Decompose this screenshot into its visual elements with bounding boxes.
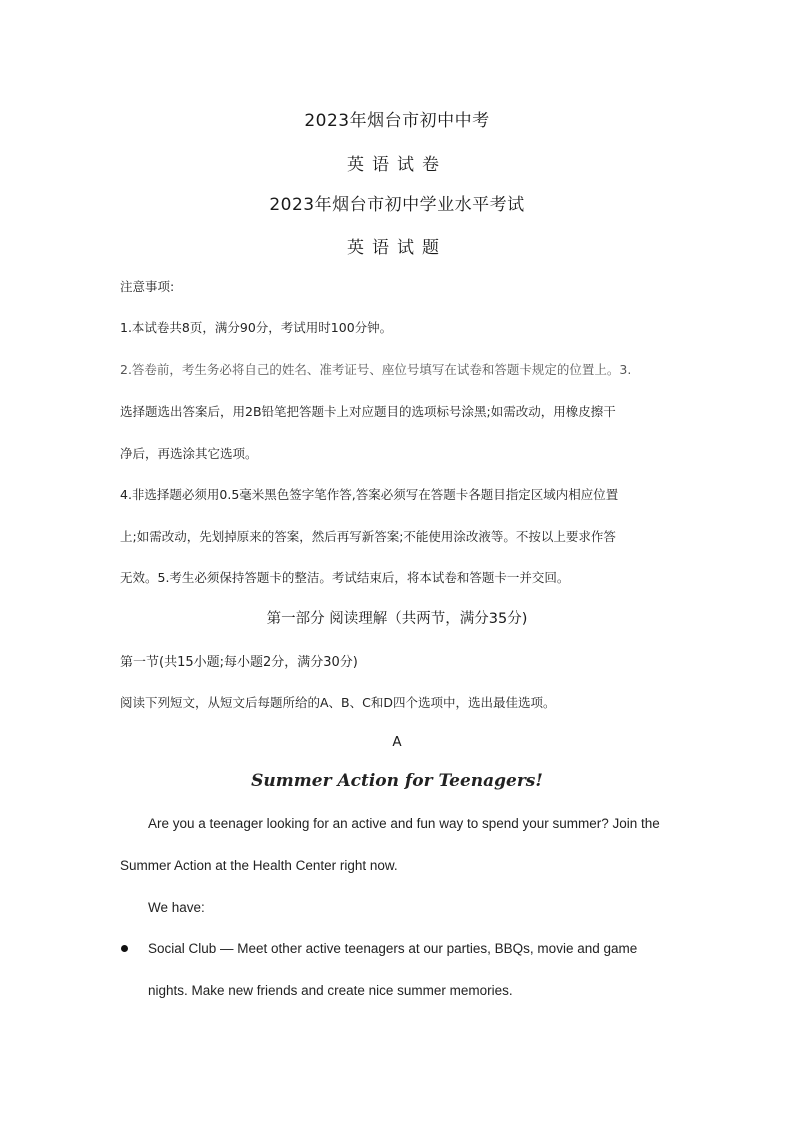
part-heading: 第一部分 阅读理解（共两节，满分35分)	[266, 611, 528, 627]
exam-title: 2023年烟台市初中中考	[304, 111, 490, 131]
passage-label: A	[392, 734, 402, 750]
exam-title-2: 2023年烟台市初中学业水平考试	[269, 195, 525, 215]
notice-heading: 注意事项:	[120, 279, 175, 294]
section-heading: 第一节(共15小题;每小题2分，满分30分)	[120, 655, 358, 670]
notice-line-3: 选择题选出答案后，用2B铅笔把答题卡上对应题目的选项标号涂黑;如需改动，用橡皮擦干	[120, 404, 616, 419]
bullet-dot	[121, 945, 128, 952]
notice-line-1: 1.本试卷共8页，满分90分，考试用时100分钟。	[120, 320, 393, 335]
exam-subtitle-2: 英语试题	[347, 238, 447, 258]
exam-subtitle: 英语试卷	[347, 155, 447, 175]
reading-instruction: 阅读下列短文，从短文后每题所给的A、B、C和D四个选项中，选出最佳选项。	[120, 695, 556, 710]
notice-line-2: 2.答卷前，考生务必将自己的姓名、准考证号、座位号填写在试卷和答题卡规定的位置上。3.	[120, 362, 632, 377]
paragraph-line-1: Are you a teenager looking for an active and fun way to spend your summer? Join the	[148, 816, 660, 831]
bullet-line-1: Social Club — Meet other active teenagers at our parties, BBQs, movie and game	[148, 941, 638, 956]
passage-title: Summer Action for Teenagers!	[251, 771, 543, 791]
paragraph-line-2: Summer Action at the Health Center right now.	[120, 858, 398, 873]
notice-line-6: 上;如需改动，先划掉原来的答案，然后再写新答案;不能使用涂改液等。不按以上要求作答	[120, 529, 616, 544]
we-have-line: We have:	[148, 900, 205, 915]
notice-line-5: 4.非选择题必须用0.5毫米黑色签字笔作答,答案必须写在答题卡各题目指定区域内相应位置	[120, 487, 619, 502]
bullet-line-2: nights. Make new friends and create nice summer memories.	[148, 983, 513, 998]
notice-line-4: 净后，再选涂其它选项。	[120, 446, 258, 461]
notice-line-7: 无效。5.考生必须保持答题卡的整洁。考试结束后，将本试卷和答题卡一并交回。	[120, 570, 570, 585]
